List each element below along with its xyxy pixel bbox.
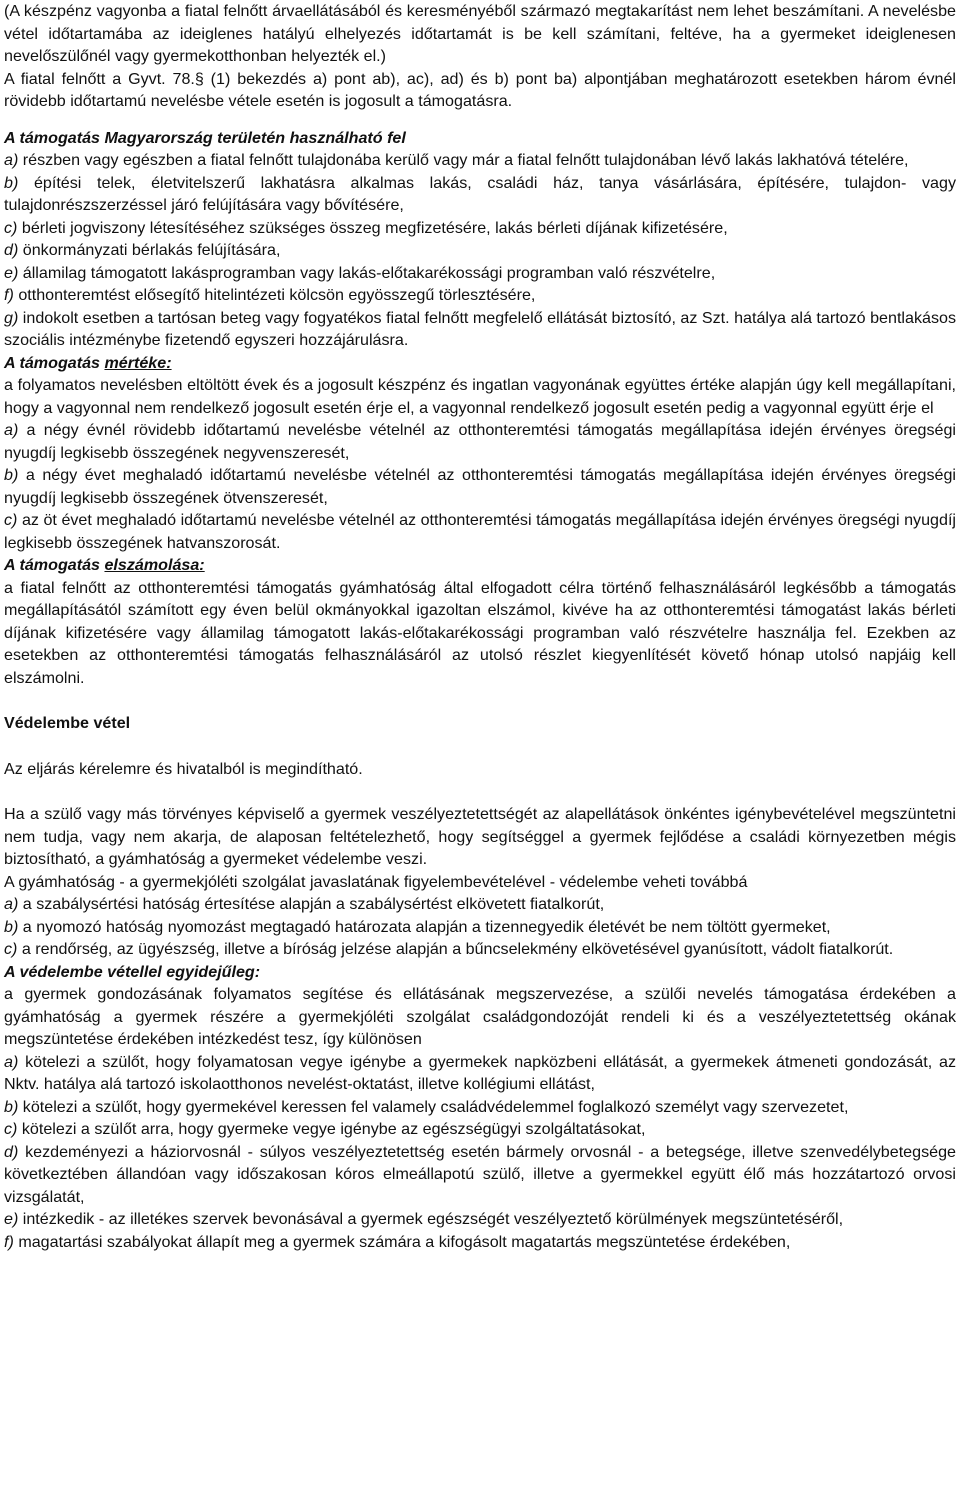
simultaneous-list bbox=[4, 1051, 956, 1254]
list-item bbox=[4, 916, 956, 939]
item-text: a négy évnél rövidebb időtartamú nevelésbe vételnél az otthonteremtési támogatás megállapítása idején érvényes öregségi nyugdíj legkisebb összegének negyvenszeresét, bbox=[4, 421, 956, 462]
simultaneous-heading: A védelembe vétellel egyidejűleg: bbox=[4, 962, 261, 981]
item-label: e) bbox=[4, 263, 19, 282]
amount-heading-underlined: mértéke: bbox=[104, 353, 172, 372]
settlement-heading bbox=[4, 554, 956, 577]
item-text: kezdeményezi a háziorvosnál - súlyos veszélyeztetettség esetén bármely orvosnál - a betegsége, illetve szenvedélybetegsége következtében állandóan vagy időszakosan kóros elmeállapotú szülő, illetve a gyermekkel együtt élő más hozzátartozó orvosi vizsgálatát, bbox=[4, 1142, 956, 1206]
item-label: f) bbox=[4, 1232, 14, 1251]
item-text: államilag támogatott lakásprogramban vagy lakás-előtakarékossági programban való részvételre, bbox=[18, 263, 716, 282]
amount-list bbox=[4, 419, 956, 554]
item-label: b) bbox=[4, 173, 19, 192]
gyvt-eligibility-paragraph: A fiatal felnőtt a Gyvt. 78.§ (1) bekezdés a) pont ab), ac), ad) és b) pont ba) alpontjában meghatározott esetekben három évnél rövidebb időtartamú nevelésbe vétele esetén is jogosult a támogatásra. bbox=[4, 69, 956, 110]
list-item bbox=[4, 284, 956, 307]
item-label: c) bbox=[4, 1120, 18, 1138]
item-text: a négy évet meghaladó időtartamú nevelésbe vételnél az otthonteremtési támogatás megállapítása idején érvényes öregségi nyugdíj legkisebb összegének ötvenszeresét, bbox=[4, 466, 956, 507]
item-label: c) bbox=[4, 940, 18, 958]
authority-intro: A gyámhatóság - a gyermekjóléti szolgálat javaslatának figyelembevételével - védelembe veheti továbbá bbox=[4, 872, 748, 891]
list-item bbox=[4, 239, 956, 262]
amount-intro: a folyamatos nevelésben eltöltött évek és a jogosult készpénz és ingatlan vagyonának együttes értéke alapján úgy kell megállapítani, hogy a vagyonnal nem rendelkező jogosult esetén érje el, a vagyonnal rendelkező jogosult esetén pedig a vagyonnal együtt érje el bbox=[4, 376, 956, 417]
list-item bbox=[4, 1051, 956, 1096]
item-label: a) bbox=[4, 1052, 19, 1071]
item-text: az öt évet meghaladó időtartamú nevelésbe vételnél az otthonteremtési támogatás megállapítása idején érvényes öregségi nyugdíj legkisebb összegének hatvanszorosát. bbox=[4, 511, 956, 552]
list-item bbox=[4, 172, 956, 217]
item-text: részben vagy egészben a fiatal felnőtt tulajdonába kerülő vagy már a fiatal felnőtt tulajdonában lévő lakás lakhatóvá tételére, bbox=[18, 151, 909, 169]
list-item bbox=[4, 938, 956, 961]
item-label: a) bbox=[4, 895, 19, 913]
item-label: e) bbox=[4, 1210, 19, 1228]
amount-heading bbox=[4, 352, 956, 375]
item-label: g) bbox=[4, 308, 19, 327]
list-item bbox=[4, 893, 956, 916]
item-text: kötelezi a szülőt, hogy gyermekével keressen fel valamely családvédelemmel foglalkozó személyt vagy szervezetet, bbox=[18, 1097, 849, 1116]
item-text: intézkedik - az illetékes szervek bevonásával a gyermek egészségét veszélyeztető körülmények megszüntetéséről, bbox=[18, 1210, 844, 1228]
usage-list bbox=[4, 149, 956, 352]
list-item bbox=[4, 509, 956, 554]
item-label: c) bbox=[4, 511, 18, 529]
amount-heading-prefix: A támogatás bbox=[4, 353, 105, 372]
simultaneous-intro: a gyermek gondozásának folyamatos segítése és ellátásának megszervezése, a szülői nevelés támogatása érdekében a gyámhatóság a gyermek részére a gyermekjóléti szolgálat családgondozóját rendeli ki és a veszélyeztetettség okának megszüntetése érdekében intézkedést tesz, így különösen bbox=[4, 985, 956, 1048]
item-label: b) bbox=[4, 917, 19, 936]
list-item bbox=[4, 1141, 956, 1209]
item-label: c) bbox=[4, 218, 18, 237]
list-item bbox=[4, 419, 956, 464]
settlement-heading-underlined: elszámolása: bbox=[104, 556, 205, 574]
list-item bbox=[4, 1231, 956, 1254]
item-text: önkormányzati bérlakás felújítására, bbox=[18, 241, 281, 259]
item-text: a rendőrség, az ügyészség, illetve a bíróság jelzése alapján a bűncselekmény elkövetésével gyanúsított, vádolt fiatalkorút. bbox=[17, 940, 894, 958]
item-label: d) bbox=[4, 241, 19, 259]
usage-heading: A támogatás Magyarország területén használható fel bbox=[4, 128, 406, 147]
item-text: építési telek, életvitelszerű lakhatásra alkalmas lakás, családi ház, tanya vásárlására, építésére, tulajdon- vagy tulajdonrészszerzéssel járó felújítására vagy bővítésére, bbox=[4, 173, 956, 214]
item-text: kötelezi a szülőt, hogy folyamatosan vegye igénybe a gyermekek napközbeni ellátását, a gyermekek átmeneti gondozását, az Nktv. hatálya alá tartozó iskolaotthonos nevelést-oktatást, illetve kollégiumi ellátást, bbox=[4, 1052, 956, 1093]
list-item bbox=[4, 1208, 956, 1231]
list-item bbox=[4, 217, 956, 240]
list-item bbox=[4, 464, 956, 509]
item-text: otthonteremtést elősegítő hitelintézeti kölcsön egyösszegű törlesztésére, bbox=[13, 286, 536, 304]
savings-note-paragraph: (A készpénz vagyonba a fiatal felnőtt árvaellátásából és keresményéből származó megtakarítást nem lehet beszámítani. A nevelésbe vétel időtartamába az ideiglenes hatályú elhelyezés időtartamát is be kell számítani, feltéve, ha a gyermeket ideiglenesen nevelőszülőnél vagy gyermekotthonban helyezték el.) bbox=[4, 2, 956, 65]
protection-title: Védelembe vétel bbox=[4, 714, 131, 732]
item-label: b) bbox=[4, 466, 19, 484]
item-label: a) bbox=[4, 151, 19, 169]
item-text: a szabálysértési hatóság értesítése alapján a szabálysértést elkövetett fiatalkorút, bbox=[18, 895, 605, 913]
list-item bbox=[4, 262, 956, 285]
item-label: f) bbox=[4, 286, 14, 304]
item-label: b) bbox=[4, 1097, 19, 1116]
initiation-paragraph: Az eljárás kérelemre és hivatalból is megindítható. bbox=[4, 759, 363, 778]
list-item bbox=[4, 1118, 956, 1141]
item-text: magatartási szabályokat állapít meg a gyermek számára a kifogásolt magatartás megszüntetése érdekében, bbox=[13, 1232, 791, 1251]
list-item bbox=[4, 149, 956, 172]
settlement-text: a fiatal felnőtt az otthonteremtési támogatás gyámhatóság által elfogadott célra történő felhasználásáról legkésőbb a támogatás megállapításától számított egy éven belül okmányokkal igazoltan elszámol, kivéve ha az otthonteremtési támogatást lakás bérleti díjának kifizetésére vagy államilag támogatott lakás-előtakarékossági programban való részvételre használja fel. Ezekben az esetekben az otthonteremtési támogatás felhasználásáról az utolsó részlet kiegyenlítését követő hónap utolsó napjáig kell elszámolni. bbox=[4, 578, 956, 687]
item-label: a) bbox=[4, 421, 19, 439]
item-text: indokolt esetben a tartósan beteg vagy fogyatékos fiatal felnőtt megfelelő ellátását biztosító, az Szt. hatálya alá tartozó bentlakásos szociális intézménybe fizetendő egyszeri hozzájárulásra. bbox=[4, 308, 956, 349]
authority-list bbox=[4, 893, 956, 961]
list-item bbox=[4, 1096, 956, 1119]
item-text: bérleti jogviszony létesítéséhez szükséges összeg megfizetésére, lakás bérleti díjának kifizetésére, bbox=[17, 218, 728, 237]
item-text: kötelezi a szülőt arra, hogy gyermeke vegye igénybe az egészségügyi szolgáltatásokat, bbox=[17, 1120, 646, 1138]
item-text: a nyomozó hatóság nyomozást megtagadó határozata alapján a tizennegyedik életévét be nem töltött gyermeket, bbox=[18, 917, 831, 936]
item-label: d) bbox=[4, 1142, 19, 1161]
list-item bbox=[4, 307, 956, 352]
parent-paragraph: Ha a szülő vagy más törvényes képviselő a gyermek veszélyeztetettségét az alapellátások önkéntes igénybevételével megszüntetni nem tudja, vagy nem akarja, de alaposan feltételezhető, hogy segítséggel a gyermek fejlődése a családi környezetben mégis biztosítható, a gyámhatóság a gyermeket védelembe veszi. bbox=[4, 805, 956, 868]
settlement-heading-prefix: A támogatás bbox=[4, 556, 105, 574]
